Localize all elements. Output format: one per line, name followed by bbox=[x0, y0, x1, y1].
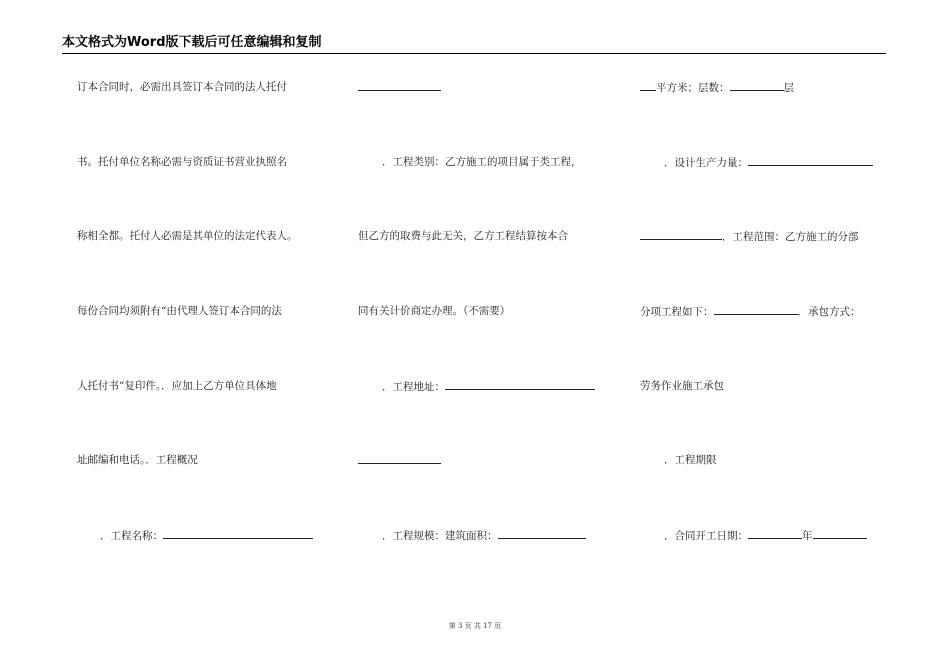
left-line-7 bbox=[100, 528, 313, 543]
start-date-label: ．合同开工日期： bbox=[664, 530, 748, 542]
start-month-blank bbox=[813, 528, 867, 539]
project-scale-label: ．工程规模：建筑面积： bbox=[382, 530, 498, 542]
middle-line-5 bbox=[382, 379, 595, 394]
right-line-1 bbox=[640, 80, 794, 95]
project-address-label: ．工程地址： bbox=[382, 381, 445, 393]
area-value-blank bbox=[640, 80, 656, 91]
area-floors-label: 平方米；层数： bbox=[656, 82, 730, 94]
left-line-6: 址邮编和电话。．工程概况 bbox=[77, 454, 198, 466]
right-line-4 bbox=[640, 304, 861, 319]
right-line-6: ．工程期限 bbox=[664, 454, 717, 466]
page-footer: 第 3 页 共 17 页 bbox=[448, 622, 502, 630]
right-line-7 bbox=[664, 528, 867, 543]
left-line-1: 订本合同时，必需出具签订本合同的法人托付 bbox=[77, 81, 287, 93]
design-capacity-blank bbox=[748, 155, 873, 166]
middle-line-6 bbox=[358, 453, 441, 468]
project-name-blank bbox=[163, 528, 313, 539]
year-unit: 年 bbox=[802, 530, 813, 542]
right-line-2 bbox=[664, 155, 873, 170]
subitems-label: 分项工程如下： bbox=[640, 306, 714, 318]
left-line-2: 书。托付单位名称必需与资质证书营业执照名 bbox=[77, 156, 287, 168]
middle-line-1 bbox=[358, 80, 441, 95]
project-scope-label: ．工程范围：乙方施工的分部 bbox=[722, 231, 859, 243]
left-line-3: 称相全都。托付人必需是其单位的法定代表人。 bbox=[77, 230, 298, 242]
left-line-5: 人托付书”复印件。．应加上乙方单位具体地 bbox=[77, 380, 277, 392]
floors-blank bbox=[730, 80, 784, 91]
right-line-3 bbox=[640, 229, 859, 244]
left-line-4: 每份合同均须附有“由代理人签订本合同的法 bbox=[77, 305, 282, 317]
middle-line-7 bbox=[382, 528, 586, 543]
right-line-5: 劳务作业施工承包 bbox=[640, 380, 724, 392]
middle-line-4: 同有关计价商定办理。（不需要） bbox=[358, 305, 511, 317]
scope-blank bbox=[640, 229, 722, 240]
middle-blank-2 bbox=[358, 453, 441, 464]
floors-unit: 层 bbox=[783, 82, 794, 94]
middle-line-2: ．工程类别：乙方施工的项目属于类工程， bbox=[382, 156, 582, 168]
start-year-blank bbox=[748, 528, 802, 539]
design-capacity-label: ．设计生产力量： bbox=[664, 157, 748, 169]
project-address-blank bbox=[445, 379, 595, 390]
building-area-blank bbox=[498, 528, 586, 539]
contract-mode-label: ．承包方式： bbox=[797, 306, 861, 318]
project-name-label: ．工程名称： bbox=[100, 530, 163, 542]
header-title: 本文格式为Word版下载后可任意编辑和复制 bbox=[62, 35, 322, 50]
middle-blank-1 bbox=[358, 80, 441, 91]
middle-line-3: 但乙方的取费与此无关，乙方工程结算按本合 bbox=[358, 230, 568, 242]
page-header bbox=[62, 35, 886, 54]
subitems-blank bbox=[714, 304, 798, 315]
